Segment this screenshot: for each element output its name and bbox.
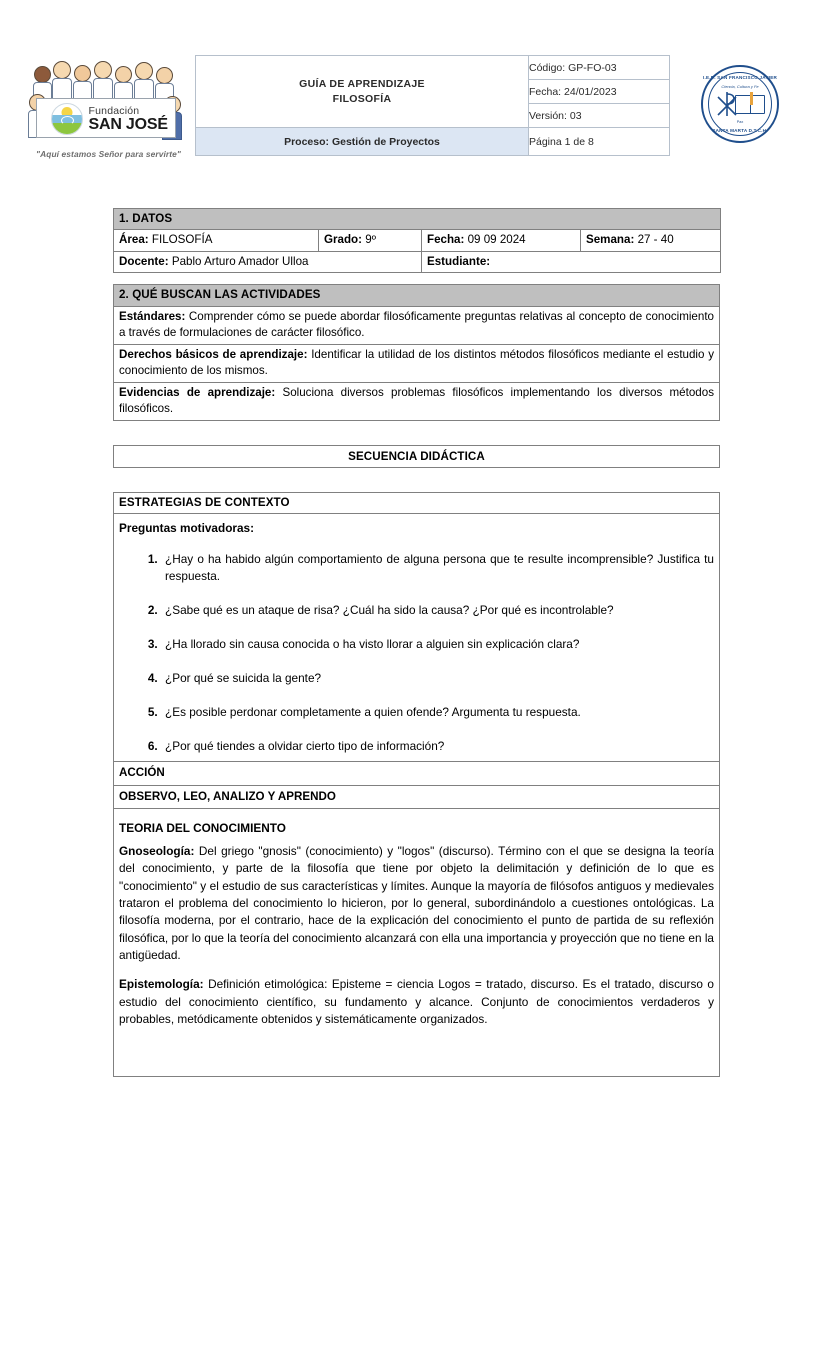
question-4-text: ¿Por qué se suicida la gente? xyxy=(165,671,322,686)
gnoseologia-text: Del griego "gnosis" (conocimiento) y "logos" (discurso). Término con el que se designa la teoría del conocimiento, y parte de la filosofía que tiene por objeto la delimitación y definición de lo que es "conocimiento" y el estudio de sus características y límites. Aunque la mayoría de filósofos antiguos y medievales trataron el problema del conocimiento lo hicieron, por lo general, subordinándolo a cuestiones ontológicas. La filosofía moderna, por el contrario, hace de la explicación del conocimiento el punto de partida de su reflexión filosófica, por lo que la teoría del conocimiento alcanzará con ella una importancia y proyección que no tiene en la antigüedad. xyxy=(119,844,714,963)
header-proceso: Proceso: Gestión de Proyectos xyxy=(196,128,529,156)
epistemologia-paragraph xyxy=(119,976,714,1028)
seal-motto-text: Ciencia, Cultura y Fe xyxy=(721,84,759,89)
spacer xyxy=(113,421,720,445)
actividades-evidencias-text: Soluciona diversos problemas filosóficos implementando los diversos métodos filosóficos. xyxy=(119,385,714,416)
estrategias-body xyxy=(114,513,720,761)
seal-candle-icon xyxy=(750,92,753,105)
header-fecha: Fecha: 24/01/2023 xyxy=(529,80,670,104)
table-row xyxy=(114,251,721,272)
document-title xyxy=(196,56,529,128)
datos-semana-label: Semana: xyxy=(586,233,635,247)
header-version: Versión: 03 xyxy=(529,104,670,128)
header-info-table xyxy=(195,55,670,156)
secuencia-didactica-banner xyxy=(113,445,720,468)
logo-tagline: "Aquí estamos Señor para servirte" xyxy=(36,149,181,159)
actividades-table xyxy=(113,284,720,420)
table-row xyxy=(114,785,720,808)
spacer xyxy=(113,273,720,284)
document-header xyxy=(0,55,828,180)
list-item xyxy=(161,602,714,619)
table-row xyxy=(114,382,720,420)
table-row xyxy=(114,230,721,251)
datos-semana-value: 27 - 40 xyxy=(637,233,674,247)
estrategias-table xyxy=(113,492,720,1078)
actividades-evidencias-label: Evidencias de aprendizaje: xyxy=(119,385,276,399)
epistemologia-text: Definición etimológica: Episteme = ciencia Logos = tratado, discurso. Es el tratado, discurso o estudio del conocimiento científico, su fundamento y alcance. Conjunto de conocimientos verdaderos y probables, metódicamente obtenidos y sistemáticamente organizados. xyxy=(119,977,714,1026)
datos-docente-cell xyxy=(114,251,422,272)
list-item xyxy=(161,636,714,653)
spacer xyxy=(113,468,720,492)
table-row xyxy=(114,513,720,761)
actividades-heading: 2. QUÉ BUSCAN LAS ACTIVIDADES xyxy=(114,285,720,306)
actividades-dba xyxy=(114,344,720,382)
datos-fecha-label: Fecha: xyxy=(427,233,465,247)
actividades-estandares-text: Comprender cómo se puede abordar filosóficamente preguntas relativas al concepto de conocimiento a través de formulaciones de carácter filosófico. xyxy=(119,309,714,340)
datos-grado-label: Grado: xyxy=(324,233,363,247)
list-item xyxy=(161,670,714,687)
datos-estudiante-cell[interactable] xyxy=(422,251,721,272)
actividades-evidencias xyxy=(114,382,720,420)
spacer xyxy=(119,1040,714,1074)
actividades-dba-label: Derechos básicos de aprendizaje: xyxy=(119,347,308,361)
preguntas-motivadoras-title: Preguntas motivadoras: xyxy=(119,520,255,535)
sun-water-land-emblem-icon xyxy=(51,103,83,135)
epistemologia-label: Epistemología: xyxy=(119,977,204,992)
table-row xyxy=(114,762,720,785)
datos-area-value: FILOSOFÍA xyxy=(151,233,213,247)
datos-fecha-cell xyxy=(422,230,581,251)
datos-docente-value: Pablo Arturo Amador Ulloa xyxy=(171,254,309,268)
datos-grado-value: 9º xyxy=(365,233,376,247)
institution-logo-right xyxy=(670,55,810,143)
children-illustration-icon xyxy=(28,58,190,144)
datos-area-label: Área: xyxy=(119,233,149,247)
datos-fecha-value: 09 09 2024 xyxy=(467,233,526,247)
school-seal-icon xyxy=(701,65,779,143)
seal-arc-bottom-text: SANTA MARTA D.T.C.H. xyxy=(712,128,768,133)
datos-table xyxy=(113,208,721,273)
gnoseologia-paragraph xyxy=(119,843,714,964)
institution-logo-left xyxy=(0,55,195,159)
brand-fundacion-text: Fundación xyxy=(88,105,140,117)
brand-sanjose-text: SAN JOSÉ xyxy=(88,116,168,133)
actividades-estandares xyxy=(114,306,720,344)
datos-heading: 1. DATOS xyxy=(114,209,721,230)
chi-rho-icon xyxy=(716,91,738,117)
header-pagina: Página 1 de 8 xyxy=(529,128,670,156)
document-title-line2: FILOSOFÍA xyxy=(332,92,392,105)
list-item xyxy=(161,738,714,755)
list-item xyxy=(161,704,714,721)
gnoseologia-label: Gnoseología: xyxy=(119,844,195,859)
datos-docente-label: Docente: xyxy=(119,254,169,268)
secuencia-didactica-label: SECUENCIA DIDÁCTICA xyxy=(114,445,720,467)
question-1-text: ¿Hay o ha habido algún comportamiento de alguna persona que te resulte incomprensible? Justifica tu respuesta. xyxy=(165,551,714,583)
datos-semana-cell xyxy=(581,230,721,251)
question-3-text: ¿Ha llorado sin causa conocida o ha visto llorar a alguien sin explicación clara? xyxy=(165,637,580,652)
question-6-text: ¿Por qué tiendes a olvidar cierto tipo de información? xyxy=(165,739,445,754)
table-row xyxy=(114,306,720,344)
accion-body xyxy=(114,809,720,1077)
datos-grado-cell xyxy=(319,230,422,251)
actividades-estandares-label: Estándares: xyxy=(119,309,186,323)
document-title-line1: GUÍA DE APRENDIZAJE xyxy=(299,78,425,91)
accion-heading: ACCIÓN xyxy=(114,762,720,785)
actividades-dba-text: Identificar la utilidad de los distintos métodos filosóficos mediante el estudio y conocimiento de los mismos. xyxy=(119,347,715,378)
question-5-text: ¿Es posible perdonar completamente a quien ofende? Argumenta tu respuesta. xyxy=(165,705,581,720)
list-item xyxy=(161,551,714,585)
datos-area-cell xyxy=(114,230,319,251)
document-body xyxy=(113,208,720,1077)
table-row xyxy=(114,809,720,1077)
preguntas-list xyxy=(119,551,714,756)
question-2-text: ¿Sabe qué es un ataque de risa? ¿Cuál ha sido la causa? ¿Por qué es incontrolable? xyxy=(165,602,614,617)
seal-arc-top-text: I.E.D. SAN FRANCISCO JAVIER xyxy=(703,75,777,80)
header-codigo: Código: GP-FO-03 xyxy=(529,56,670,80)
teoria-conocimiento-title: TEORIA DEL CONOCIMIENTO xyxy=(119,821,286,836)
estrategias-heading: ESTRATEGIAS DE CONTEXTO xyxy=(114,492,720,513)
datos-estudiante-label: Estudiante: xyxy=(427,254,491,268)
logo-banner xyxy=(36,98,176,138)
table-row xyxy=(114,344,720,382)
seal-pax-text: Pax xyxy=(736,120,744,124)
accion-subheading: OBSERVO, LEO, ANALIZO Y APRENDO xyxy=(114,785,720,808)
